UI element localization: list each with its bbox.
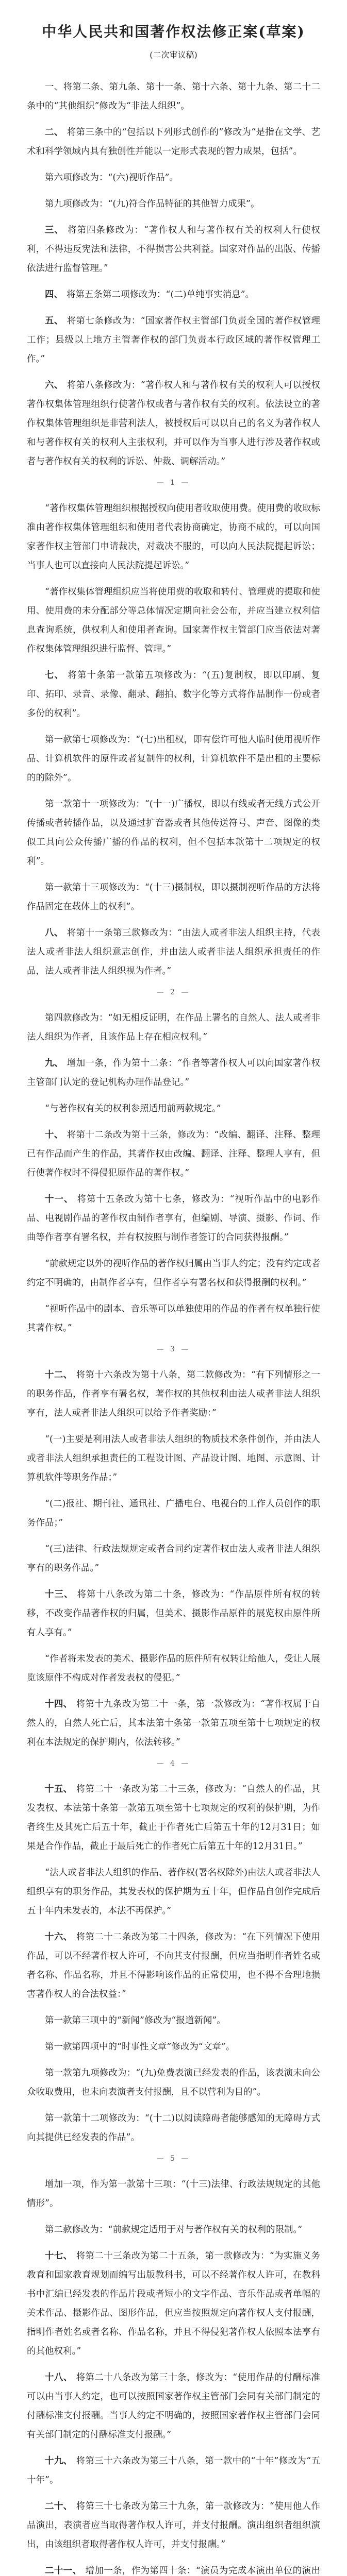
amendment-number: 十二、 bbox=[45, 1370, 73, 1380]
amendment-text: 增加一条，作为第十二条：“作者等著作权人可以向国家著作权主管部门认定的登记机构办理作品登记。” bbox=[27, 1058, 320, 1088]
amendment-text: “(一)主要是利用法人或者非法人组织的物质技术条件创作，并由法人或者非法人组织承担责任的工程设计图、产品设计图、地图、示意图、计算机软件等职务作品；” bbox=[27, 1434, 320, 1483]
amendment-number: 十、 bbox=[45, 1130, 63, 1140]
amendment-item bbox=[27, 666, 320, 723]
page-number: — 4 — bbox=[156, 1759, 191, 1768]
amendment-item bbox=[27, 2109, 320, 2147]
amendment-item bbox=[27, 1430, 320, 1487]
amendment-number: 十五、 bbox=[45, 1784, 73, 1794]
amendment-number: 十六、 bbox=[45, 1932, 73, 1942]
amendment-item bbox=[27, 1695, 320, 1752]
page-number: — 1 — bbox=[156, 479, 191, 487]
amendment-item bbox=[27, 221, 320, 278]
amendment-item bbox=[27, 499, 320, 575]
amendment-item bbox=[27, 1928, 320, 2004]
amendment-item bbox=[27, 1540, 320, 1578]
amendment-text: 第二款修改为：“前款规定适用于对与著作权有关的权利的限制。” bbox=[45, 2225, 303, 2235]
amendment-text: 将第十九条改为第二十一条，第一款修改为：“著作权属于自然人的，自然人死亡后，其本法第十条第一款第五项至第十七项规定的权利在本法规定的保护期内，依法转移。” bbox=[27, 1699, 320, 1748]
amendment-number: 二十、 bbox=[45, 2501, 73, 2512]
amendment-item bbox=[27, 1863, 320, 1921]
amendment-item bbox=[27, 2011, 320, 2030]
amendment-item bbox=[27, 1366, 320, 1423]
amendment-text: 将第十六条改为第十八条，第二款修改为：“有下列情形之一的职务作品，作者享有署名权，著作权的其他权利由法人或者非法人组织享有，法人或者非法人组织可以给予作者奖励：” bbox=[27, 1370, 320, 1418]
amendment-text: 第一款第九项修改为：“(九)免费表演已经发表的作品，该表演未向公众收取费用，也未向表演者支付报酬，且不以营利为目的”。 bbox=[27, 2068, 320, 2097]
amendment-item bbox=[27, 1126, 320, 1183]
amendment-item bbox=[27, 795, 320, 871]
amendment-text: 将第十二条改为第十三条，修改为：“改编、翻译、注释、整理已有作品而产生的作品，其著作权由改编、翻译、注释、整理人享有，但行使著作权时不得侵犯原作品的著作权。” bbox=[27, 1130, 320, 1178]
amendment-text: 第一款第十三项修改为：“(十三)摄制权，即以摄制视听作品的方法将作品固定在载体上的权利”。 bbox=[27, 883, 320, 912]
amendment-text: 将第八条修改为：“著作权人和与著作权有关的权利人可以授权著作权集体管理组织行使著作权或者与著作权有关的权利。依法设立的著作权集体管理组织是非营利法人，被授权后可以以自己的名义为著作权人和与著作权有关的权利人主张权利，并可以作为当事人进行涉及著作权或者与著作权有关的权利的诉讼、仲裁、调解活动。” bbox=[27, 380, 320, 467]
amendment-text: 第一款第七项修改为：“(七)出租权，即有偿许可他人临时使用视听作品、计算机软件的原件或者复制件的权利，计算机软件不是出租的主要标的的除外”。 bbox=[27, 735, 320, 783]
amendment-text: 将第三十六条改为第三十八条，第一款中的“十年”修改为“五十年”。 bbox=[27, 2456, 320, 2485]
amendment-item bbox=[27, 583, 320, 659]
amendment-text: 增加一条，作为第四十条：“演员为完成本演出单位的演出 bbox=[85, 2566, 321, 2576]
intro-paragraph: 一、将第二条、第九条、第十一条、第十六条、第十九条、第二十二条中的“其他组织”修改为“非法人组织”。 bbox=[27, 82, 320, 111]
amendment-number: 十七、 bbox=[45, 2251, 73, 2261]
amendment-text: 第一款第三项中的“新闻”修改为“报道新闻”。 bbox=[45, 2015, 226, 2026]
document-title: 中华人民共和国著作权法修正案(草案) bbox=[42, 23, 305, 40]
amendment-item bbox=[27, 1495, 320, 1533]
amendment-item bbox=[27, 1650, 320, 1688]
amendment-number: 九、 bbox=[45, 1058, 63, 1069]
amendment-item bbox=[27, 312, 320, 369]
amendment-text: “著作权集体管理组织应当将使用费的收取和转付、管理费的提取和使用、使用费的未分配部分等总体情况定期向社会公布，并应当建立权利信息查询系统，供权利人和使用者查询。国家著作权主管部门应当依法对著作权集体管理组织进行监督、管理。” bbox=[27, 587, 320, 654]
amendment-text: “著作权集体管理组织根据授权向使用者收取使用费。使用费的收取标准由著作权集体管理组织和使用者代表协商确定，协商不成的，可以向国家著作权主管部门申请裁决，对裁决不服的，可以向人民法院提起诉讼；当事人也可以直接向人民法院提起诉讼。” bbox=[27, 503, 320, 571]
amendment-number: 六、 bbox=[45, 380, 63, 391]
amendment-text: 将第十五条改为第十七条，修改为：“视听作品中的电影作品、电视剧作品的著作权由制作者享有，但编剧、导演、摄影、作词、作曲等作者享有署名权，并有权按照与制作者签订的合同获得报酬。” bbox=[27, 1194, 321, 1243]
amendment-number: 七、 bbox=[45, 670, 64, 681]
amendment-number: 四、 bbox=[45, 290, 63, 300]
amendment-list bbox=[27, 123, 320, 2576]
amendment-text: 增加一项，作为第一款第十三项：“(十三)法律、行政法规规定的其他情形”。 bbox=[27, 2179, 320, 2209]
amendment-text: “前款规定以外的视听作品的著作权归属由当事人约定；没有约定或者约定不明确的，由制作者享有，但作者享有署名权和获得报酬的权利。” bbox=[27, 1259, 320, 1288]
page-number: — 3 — bbox=[156, 1345, 191, 1353]
amendment-text: 将第十一条第三款修改为：“由法人或者非法人组织主持，代表法人或者非法人组织意志创作，并由法人或者非法人组织承担责任的作品，法人或者非法人组织视为作者。” bbox=[27, 928, 320, 976]
amendment-item bbox=[27, 878, 320, 917]
amendment-text: “作者将未发表的美术、摄影作品的原件所有权转让给他人，受让人展览该原件不构成对作者发表权的侵犯。” bbox=[27, 1654, 320, 1683]
amendment-text: “法人或者非法人组织的作品、著作权(署名权除外)由法人或者非法人组织享有的职务作品，其发表权的保护期为五十年，但作品自创作完成后五十年内未发表的，本法不再保护。” bbox=[27, 1868, 320, 1916]
amendment-number: 十三、 bbox=[45, 1589, 74, 1600]
amendment-text: 第一款第十一项修改为：“(十一)广播权，即以有线或者无线方式公开传播或者转播作品，以及通过扩音器或者其他传送符号、声音、图像的类似工具向公众传播广播的作品的权利，但不包括本款第十二项规定的权利”。 bbox=[27, 799, 320, 867]
amendment-item bbox=[27, 924, 320, 981]
amendment-item bbox=[27, 195, 320, 214]
amendment-text: 将第二十三条改为第二十五条，第一款修改为：“为实施义务教育和国家教育规划而编写出版教科书，可以不经著作权人许可，在教科书中汇编已经发表的作品片段或者短小的文字作品、音乐作品或者单幅的美术作品、摄影作品、图形作品，但应当按照规定向著作权人支付报酬，指明作者姓名或者名称、作品名称，并且不得侵犯著作权人依照本法享有的其他权利。” bbox=[27, 2251, 320, 2357]
amendment-item bbox=[27, 2368, 320, 2445]
amendment-number: 二十一、 bbox=[45, 2566, 82, 2576]
amendment-text: “与著作权有关的权利参照适用前两款规定。” bbox=[45, 1104, 221, 1114]
amendment-number: 五、 bbox=[45, 316, 63, 326]
document-subtitle: (二次审议稿) bbox=[150, 50, 197, 60]
amendment-text: 第九项修改为：“(九)符合作品特征的其他智力成果”。 bbox=[45, 199, 260, 209]
amendment-text: 将第五条第二项修改为：“(二)单纯事实消息”。 bbox=[67, 290, 255, 300]
amendment-item bbox=[27, 2175, 320, 2213]
amendment-item bbox=[27, 168, 320, 188]
amendment-item bbox=[27, 731, 320, 788]
amendment-text: 将第二十一条改为第二十三条，修改为：“自然人的作品，其发表权、本法第十条第一款第五项至第十七项规定的权利的保护期，为作者终生及其死亡后五十年，截止于作者死亡后第五十年的12月31日；如果是合作作品，截止于最后死亡的作者死亡后第五十年的12月31日。” bbox=[27, 1784, 320, 1852]
amendment-text: “视听作品中的剧本、音乐等可以单独使用的作品的作者有权单独行使其著作权。” bbox=[27, 1304, 320, 1333]
amendment-item bbox=[27, 2064, 320, 2102]
amendment-item bbox=[27, 123, 320, 161]
amendment-text: 将第三十七条改为第三十九条，第一款修改为：“使用他人作品演出，表演者应当取得著作权人许可，并支付报酬。演出组织者组织演出，由该组织者取得著作权人许可，并支付报酬。” bbox=[27, 2501, 320, 2550]
amendment-item bbox=[27, 2562, 320, 2576]
amendment-number: 十九、 bbox=[45, 2456, 73, 2466]
amendment-item bbox=[27, 2452, 320, 2490]
amendment-item bbox=[27, 2247, 320, 2361]
amendment-item bbox=[27, 1099, 320, 1118]
page-number: — 2 — bbox=[156, 988, 191, 996]
amendment-text: 将第二十二条改为第二十四条，修改为：“在下列情况下使用作品，可以不经著作权人许可，不向其支付报酬，但应当指明作者姓名或者名称、作品名称，并且不得影响该作品的正常使用，也不得不合理地损害著作权人的合法权益：” bbox=[27, 1932, 320, 1999]
amendment-item bbox=[27, 2221, 320, 2240]
amendment-text: 将第二十八条改为第三十条，修改为：“使用作品的付酬标准可以由当事人约定，也可以按照国家著作权主管部门会同有关部门制定的付酬标准支付报酬。当事人约定不明确的，按照国家著作权主管部门会同有关部门制定的付酬标准支付报酬。” bbox=[27, 2372, 320, 2440]
amendment-number: 三、 bbox=[45, 225, 64, 235]
amendment-item bbox=[27, 285, 320, 304]
amendment-item bbox=[27, 1009, 320, 1047]
amendment-text: 将第三条中的“包括以下列形式创作的”修改为“是指在文学、艺术和科学领域内具有独创性并能以一定形式表现的智力成果，包括”。 bbox=[27, 127, 321, 157]
amendment-number: 二、 bbox=[45, 127, 63, 138]
amendment-number: 十四、 bbox=[45, 1699, 73, 1709]
amendment-item bbox=[27, 376, 320, 471]
amendment-text: 第一款第四项中的“时事性文章”修改为“文章”。 bbox=[45, 2042, 235, 2052]
amendment-item bbox=[27, 2038, 320, 2057]
amendment-item bbox=[27, 1780, 320, 1856]
amendment-item bbox=[27, 1190, 320, 1247]
amendment-text: 将第十八条改为第二十条，修改为：“作品原件所有权的转移，不改变作品著作权的归属，但美术、摄影作品原件的展览权由原件所有人享有。” bbox=[27, 1589, 321, 1638]
amendment-text: 将第七条修改为：“国家著作权主管部门负责全国的著作权管理工作；县级以上地方主管著作权的部门负责本行政区域的著作权管理工作。” bbox=[27, 316, 320, 364]
amendment-item bbox=[27, 1054, 320, 1092]
amendment-number: 十一、 bbox=[45, 1194, 74, 1205]
amendment-text: 第四款修改为：“如无相反证明，在作品上署名的自然人、法人或者非法人组织为作者，且该作品上存在相应权利。” bbox=[27, 1013, 320, 1042]
amendment-text: 将第十条第一款第五项修改为：“(五)复制权，即以印刷、复印、拓印、录音、录像、翻录、翻拍、数字化等方式将作品制作一份或者多份的权利”。 bbox=[27, 670, 320, 719]
page-number: — 5 — bbox=[156, 2155, 191, 2163]
amendment-number: 十八、 bbox=[45, 2372, 73, 2383]
amendment-item bbox=[27, 1585, 320, 1642]
amendment-item bbox=[27, 1300, 320, 1338]
amendment-item bbox=[27, 2497, 320, 2554]
amendment-text: “(三)法律、行政法规规定或者合同约定著作权由法人或者非法人组织享有的职务作品。” bbox=[27, 1544, 320, 1573]
amendment-number: 八、 bbox=[45, 928, 63, 938]
amendment-text: 第六项修改为：“(六)视听作品”。 bbox=[45, 173, 179, 183]
amendment-text: 第一款第十二项修改为：“(十二)以阅读障碍者能够感知的无障碍方式向其提供已经发表的作品”。 bbox=[27, 2113, 320, 2143]
amendment-text: 将第四条修改为：“著作权人和与著作权有关的权利人行使权利，不得违反宪法和法律，不得损害公共利益。国家对作品的出版、传播依法进行监督管理。” bbox=[27, 225, 321, 274]
amendment-item bbox=[27, 1255, 320, 1293]
amendment-text: “(二)报社、期刊社、通讯社、广播电台、电视台的工作人员创作的职务作品；” bbox=[27, 1499, 320, 1528]
